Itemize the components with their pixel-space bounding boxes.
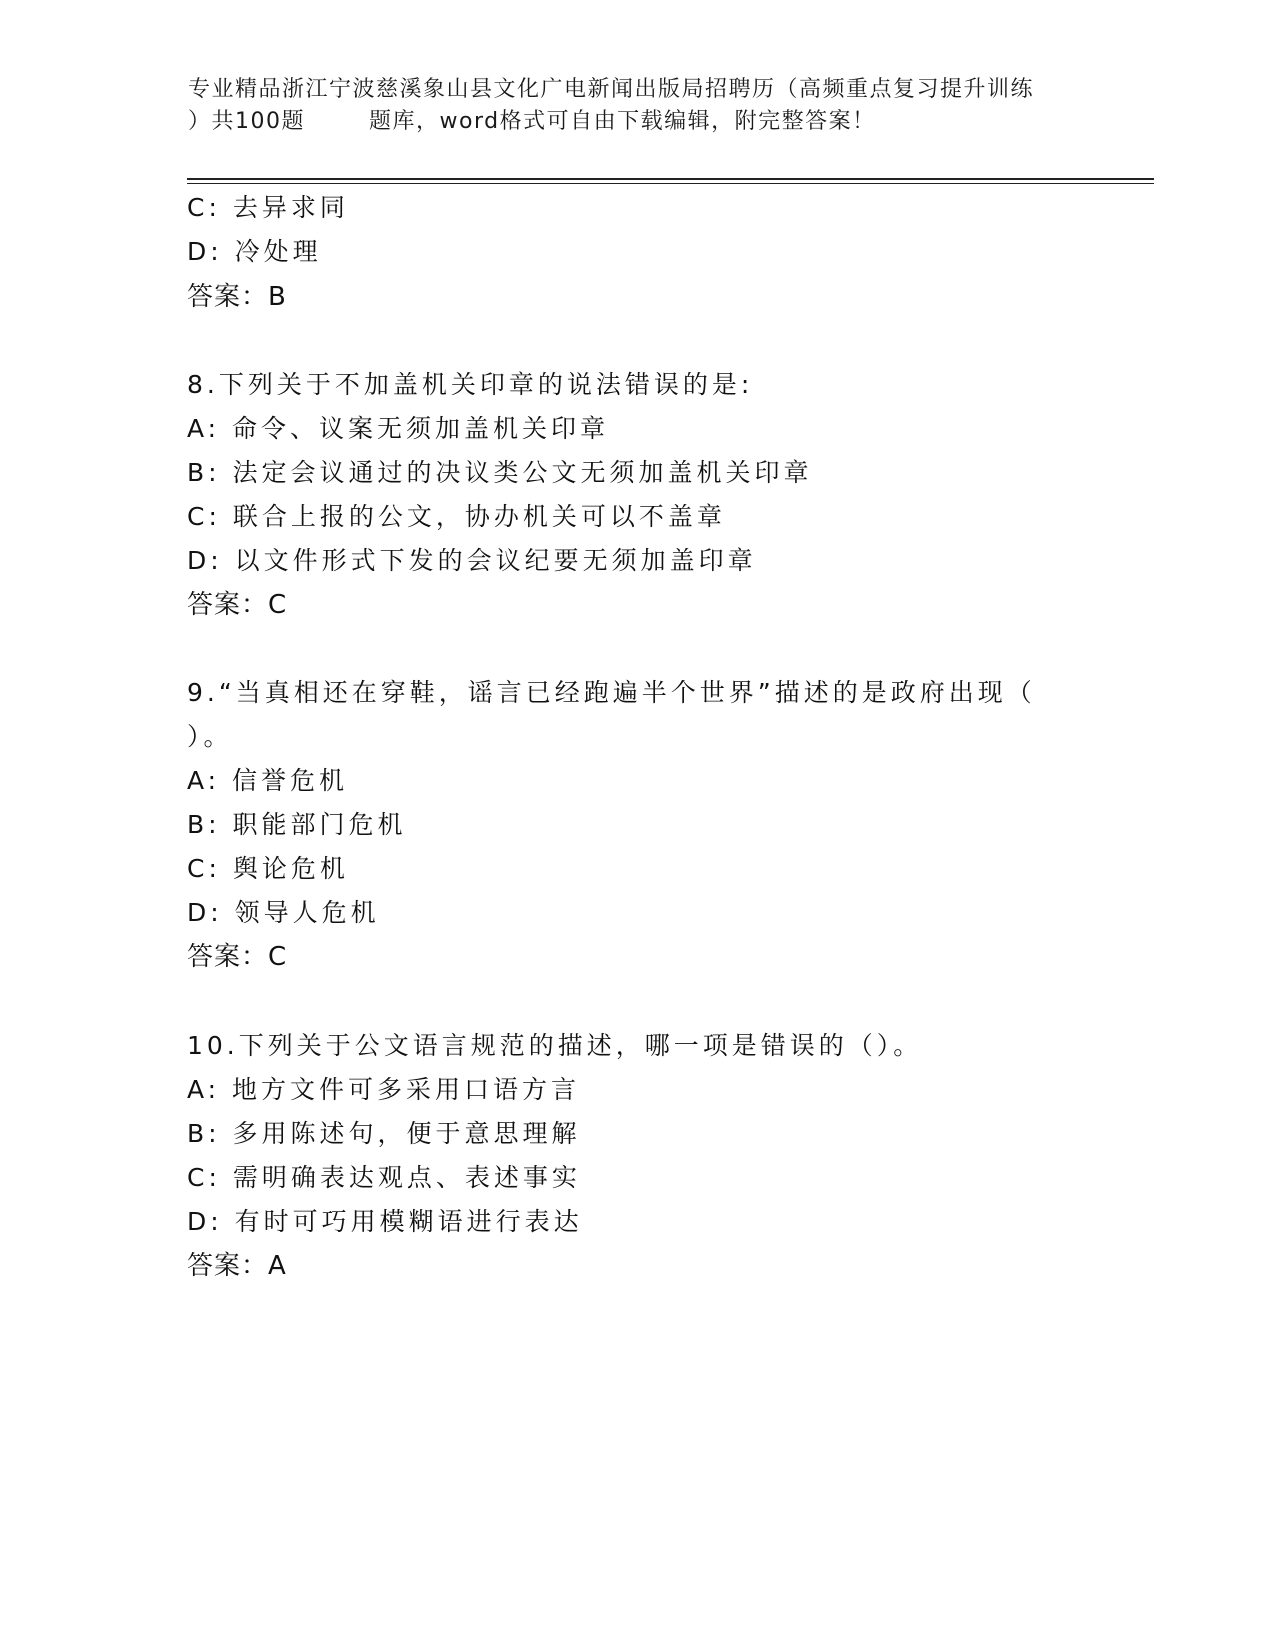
header-line-2-part-1: ）共100题 xyxy=(188,109,305,134)
q10-option-d: D: 有时可巧用模糊语进行表达 xyxy=(187,1207,583,1236)
q10-option-b: B: 多用陈述句，便于意思理解 xyxy=(187,1119,581,1148)
q10-answer: 答案：A xyxy=(187,1251,287,1281)
q9-option-b: B: 职能部门危机 xyxy=(187,810,407,839)
header-line-2 xyxy=(188,106,1088,138)
q9-option-c: C: 舆论危机 xyxy=(187,854,349,883)
q9-question-line-2: ）。 xyxy=(187,722,233,751)
q8-option-a: A: 命令、议案无须加盖机关印章 xyxy=(187,414,610,443)
q10-question: 10.下列关于公文语言规范的描述，哪一项是错误的（）。 xyxy=(187,1031,923,1060)
q10-option-a: A: 地方文件可多采用口语方言 xyxy=(187,1075,581,1104)
header-line-2-part-2: 题库，word格式可自由下载编辑，附完整答案！ xyxy=(369,109,876,134)
q9-answer: 答案：C xyxy=(187,942,288,972)
q7-answer: 答案：B xyxy=(187,282,287,312)
q8-answer: 答案：C xyxy=(187,590,288,620)
q9-question-line-1: 9.“当真相还在穿鞋，谣言已经跑遍半个世界”描述的是政府出现（ xyxy=(187,678,1036,707)
q8-option-d: D: 以文件形式下发的会议纪要无须加盖印章 xyxy=(187,546,757,575)
document-header xyxy=(188,74,1088,138)
q9-option-d: D: 领导人危机 xyxy=(187,898,380,927)
q8-question: 8.下列关于不加盖机关印章的说法错误的是: xyxy=(187,370,754,399)
header-divider-thin xyxy=(187,183,1154,184)
q8-option-b: B: 法定会议通过的决议类公文无须加盖机关印章 xyxy=(187,458,813,487)
q7-option-d: D: 冷处理 xyxy=(187,237,322,266)
q7-option-c: C: 去异求同 xyxy=(187,193,349,222)
q8-option-c: C: 联合上报的公文，协办机关可以不盖章 xyxy=(187,502,726,531)
header-divider-thick xyxy=(187,178,1154,180)
header-line-1: 专业精品浙江宁波慈溪象山县文化广电新闻出版局招聘历（高频重点复习提升训练 xyxy=(188,77,1035,102)
q10-option-c: C: 需明确表达观点、表述事实 xyxy=(187,1163,581,1192)
q9-option-a: A: 信誉危机 xyxy=(187,766,349,795)
